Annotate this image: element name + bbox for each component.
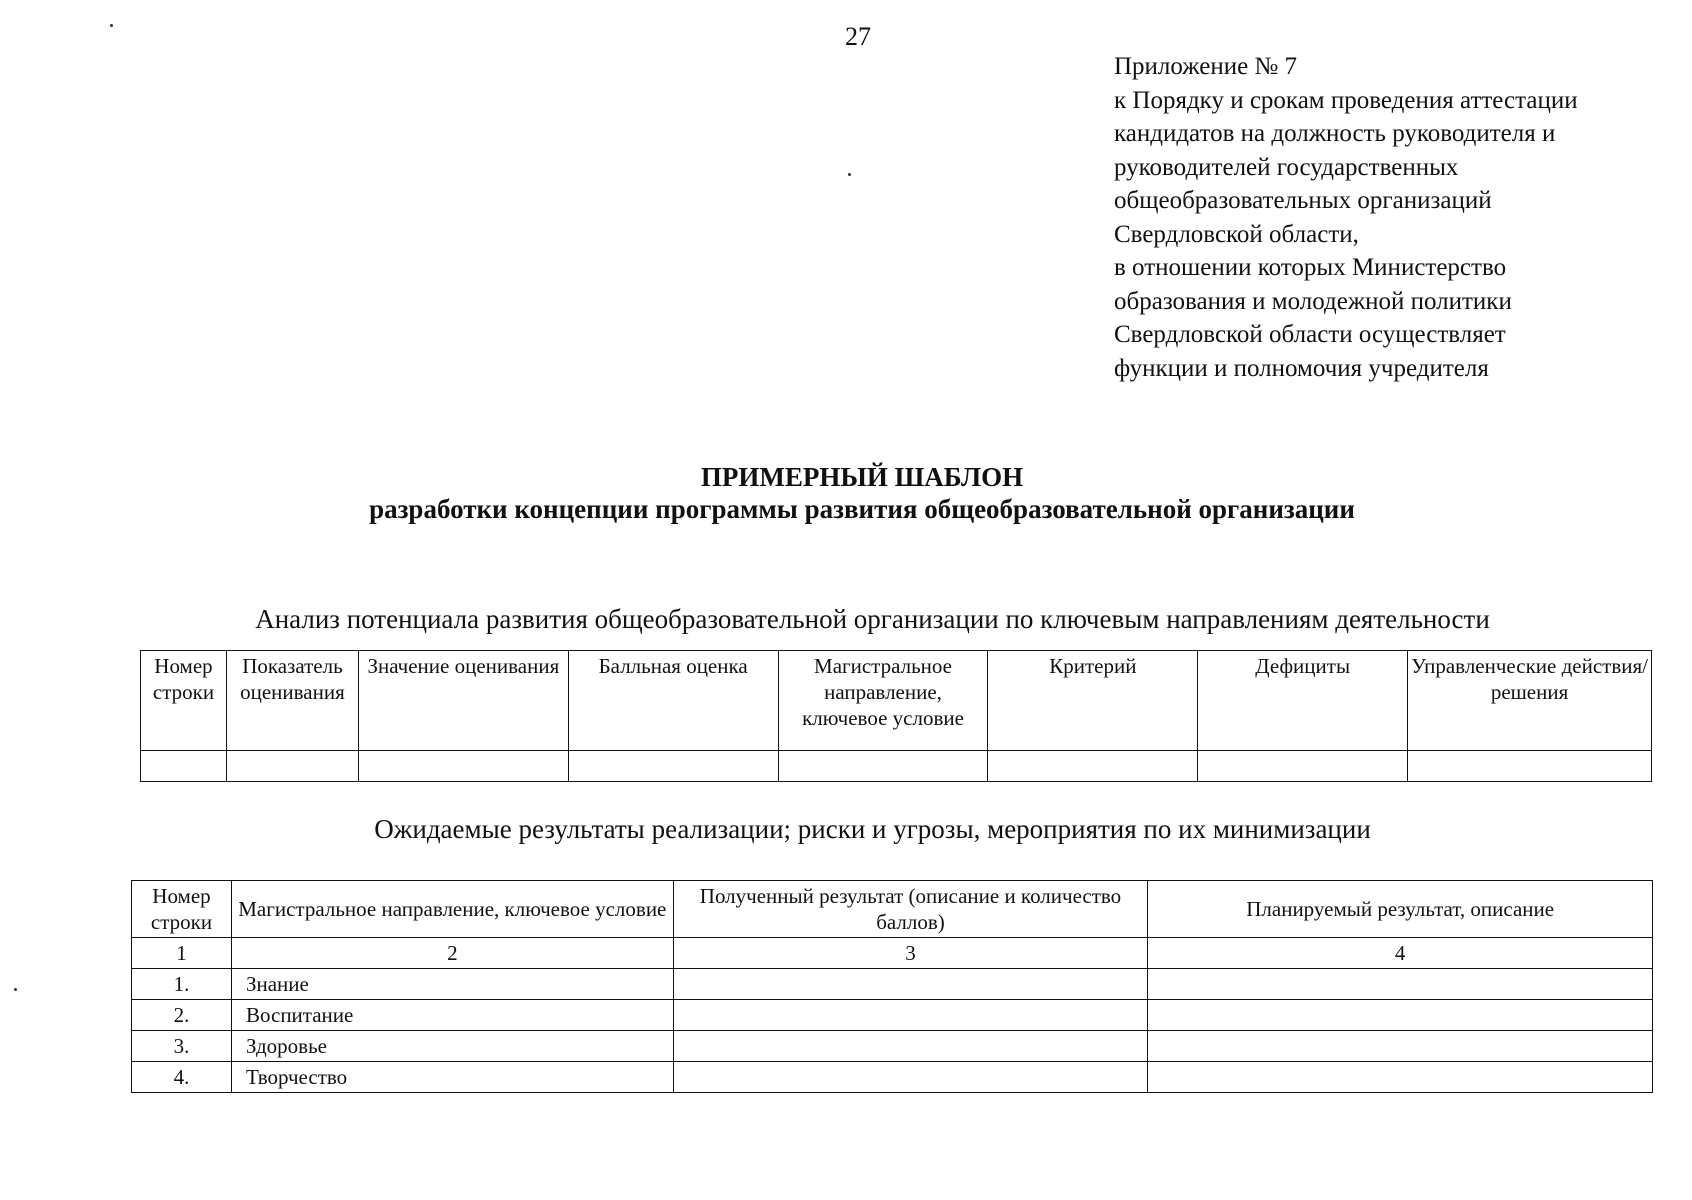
empty-cell [1408, 751, 1652, 782]
appendix-line: Свердловской области, [1114, 220, 1359, 248]
table2-caption: Ожидаемые результаты реализации; риски и угрозы, мероприятия по их минимизации [374, 814, 1371, 844]
header-cell: Полученный результат (описание и количество баллов) [673, 881, 1148, 938]
appendix-line: руководителей государственных [1114, 153, 1459, 181]
document-title: ПРИМЕРНЫЙ ШАБЛОН [700, 462, 1024, 492]
empty-cell [673, 1031, 1148, 1062]
column-number: 1 [132, 938, 232, 969]
direction-label: Здоровье [231, 1031, 673, 1062]
empty-cell [673, 1062, 1148, 1093]
document-subtitle: разработки концепции программы развития общеобразовательной организации [369, 494, 1355, 524]
appendix-line: общеобразовательных организаций [1114, 187, 1492, 214]
empty-cell [1148, 1031, 1653, 1062]
appendix-line: образования и молодежной политики [1114, 287, 1512, 315]
table-row [132, 1031, 1653, 1062]
appendix-line: кандидатов на должность руководителя и [1114, 120, 1556, 147]
table-row [132, 1062, 1653, 1093]
row-number: 3. [132, 1031, 232, 1062]
page-number: 27 [845, 22, 871, 51]
header-cell: Показатель оценивания [226, 651, 358, 751]
table-header-row [132, 881, 1653, 938]
empty-cell [778, 751, 988, 782]
empty-cell [1148, 969, 1653, 1000]
row-number: 1. [132, 969, 232, 1000]
header-cell: Критерий [988, 651, 1198, 751]
header-cell: Номер строки [132, 881, 232, 938]
header-cell: Значение оценивания [358, 651, 568, 751]
empty-cell [1148, 1000, 1653, 1031]
header-cell: Планируемый результат, описание [1148, 881, 1653, 938]
column-number: 3 [673, 938, 1148, 969]
column-number: 4 [1148, 938, 1653, 969]
appendix-line: к Порядку и срокам проведения аттестации [1114, 86, 1578, 114]
numbering-row [132, 938, 1653, 969]
direction-label: Творчество [231, 1062, 673, 1093]
empty-cell [1198, 751, 1408, 782]
scan-speck [848, 173, 851, 176]
row-number: 4. [132, 1062, 232, 1093]
header-cell: Магистральное направление, ключевое условие [778, 651, 988, 751]
scan-speck [110, 24, 113, 27]
empty-cell [988, 751, 1198, 782]
table1-caption: Анализ потенциала развития общеобразовательной организации по ключевым направлениям деятельности [255, 604, 1490, 634]
header-cell: Номер строки [141, 651, 227, 751]
header-cell: Балльная оценка [568, 651, 778, 751]
table-row [141, 751, 1652, 782]
potential-analysis-table [140, 650, 1652, 782]
header-cell: Управленческие действия/решения [1408, 651, 1652, 751]
empty-cell [358, 751, 568, 782]
appendix-line: в отношении которых Министерство [1114, 254, 1507, 281]
empty-cell [226, 751, 358, 782]
appendix-block [1114, 50, 1674, 385]
empty-cell [568, 751, 778, 782]
direction-label: Воспитание [231, 1000, 673, 1031]
table-row [132, 1000, 1653, 1031]
appendix-line: Приложение № 7 [1114, 53, 1298, 80]
expected-results-table [131, 880, 1653, 1093]
empty-cell [673, 969, 1148, 1000]
appendix-line: Свердловской области осуществляет [1114, 321, 1506, 348]
direction-label: Знание [231, 969, 673, 1000]
empty-cell [141, 751, 227, 782]
column-number: 2 [231, 938, 673, 969]
empty-cell [673, 1000, 1148, 1031]
row-number: 2. [132, 1000, 232, 1031]
table-row [132, 969, 1653, 1000]
empty-cell [1148, 1062, 1653, 1093]
scan-speck [14, 988, 17, 991]
table-header-row [141, 651, 1652, 751]
header-cell: Магистральное направление, ключевое условие [231, 881, 673, 938]
header-cell: Дефициты [1198, 651, 1408, 751]
appendix-line: функции и полномочия учредителя [1114, 354, 1489, 382]
